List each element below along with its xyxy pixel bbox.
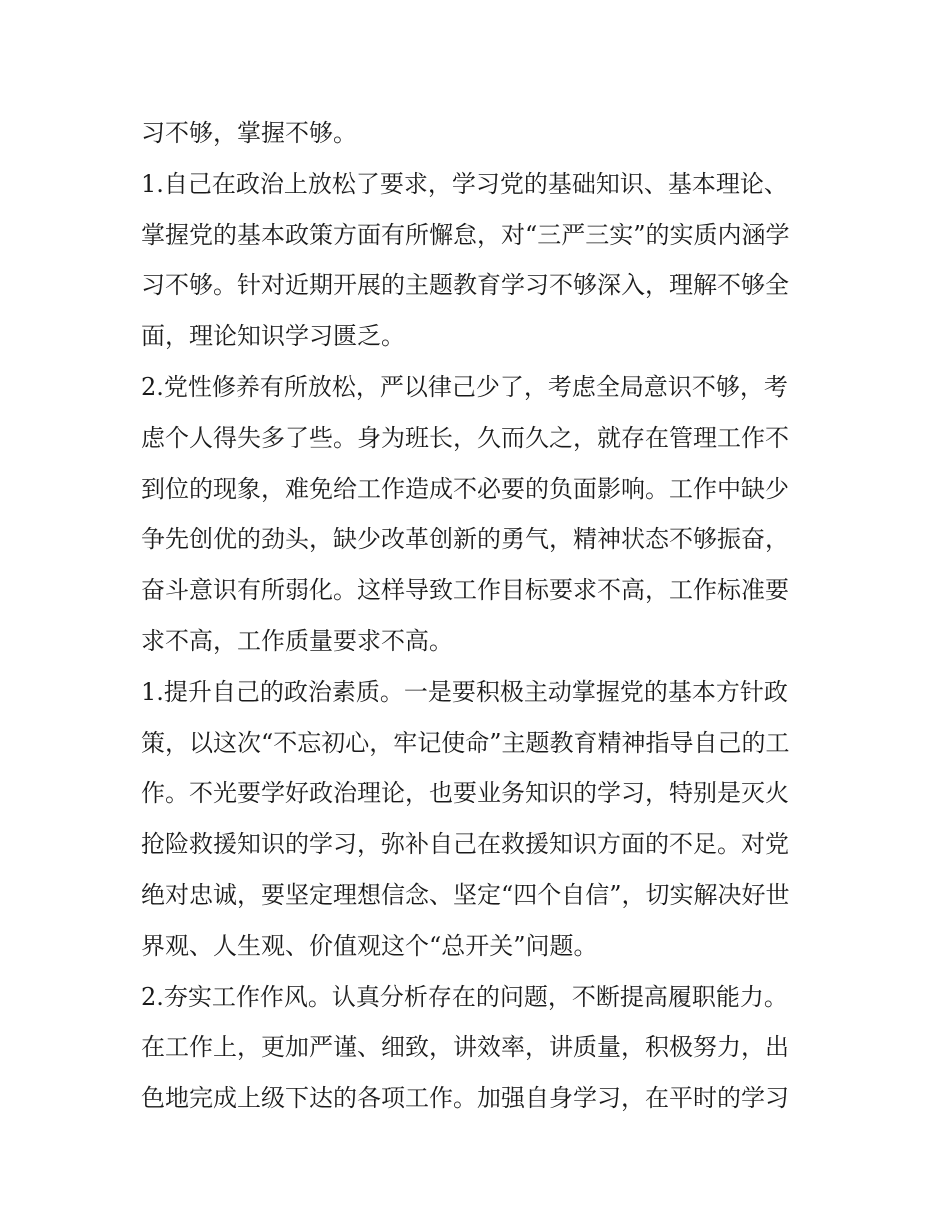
text-line: 1.提升自己的政治素质。一是要积极主动掌握党的基本方针政: [141, 677, 788, 706]
text-line: 抢险救援知识的学习，弥补自己在救援知识方面的不足。对党: [141, 830, 789, 859]
text-line: 习不够，掌握不够。: [141, 119, 357, 147]
text-line: 策，以这次“不忘初心，牢记使命”主题教育精神指导自己的工: [141, 728, 790, 757]
text-line: 2.夯实工作作风。认真分析存在的问题，不断提高履职能力。: [141, 982, 788, 1011]
text-line: 求不高，工作质量要求不高。: [141, 626, 453, 655]
text-line: 掌握党的基本政策方面有所懈怠，对“三严三实”的实质内涵学: [141, 220, 790, 249]
text-line: 争先创优的劲头，缺少改革创新的勇气，精神状态不够振奋，: [141, 525, 789, 554]
document-body: [141, 108, 813, 1124]
text-line: 绝对忠诚，要坚定理想信念、坚定“四个自信”，切实解决好世: [141, 880, 790, 909]
text-line: 奋斗意识有所弱化。这样导致工作目标要求不高，工作标准要: [141, 576, 789, 605]
text-line: 1.自己在政治上放松了要求，学习党的基础知识、基本理论、: [141, 169, 788, 198]
text-line: 面，理论知识学习匮乏。: [141, 322, 405, 351]
text-line: 作。不光要学好政治理论，也要业务知识的学习，特别是灭火: [141, 779, 789, 808]
text-line: 到位的现象，难免给工作造成不必要的负面影响。工作中缺少: [141, 474, 789, 503]
text-line: 界观、人生观、价值观这个“总开关”问题。: [141, 931, 598, 960]
text-line: 习不够。针对近期开展的主题教育学习不够深入，理解不够全: [141, 271, 789, 300]
text-line: 虑个人得失多了些。身为班长，久而久之，就存在管理工作不: [141, 423, 789, 452]
text-line: 在工作上，更加严谨、细致，讲效率，讲质量，积极努力，出: [141, 1033, 789, 1062]
text-line: 色地完成上级下达的各项工作。加强自身学习，在平时的学习: [141, 1084, 789, 1113]
text-line: 2.党性修养有所放松，严以律己少了，考虑全局意识不够，考: [141, 372, 788, 401]
